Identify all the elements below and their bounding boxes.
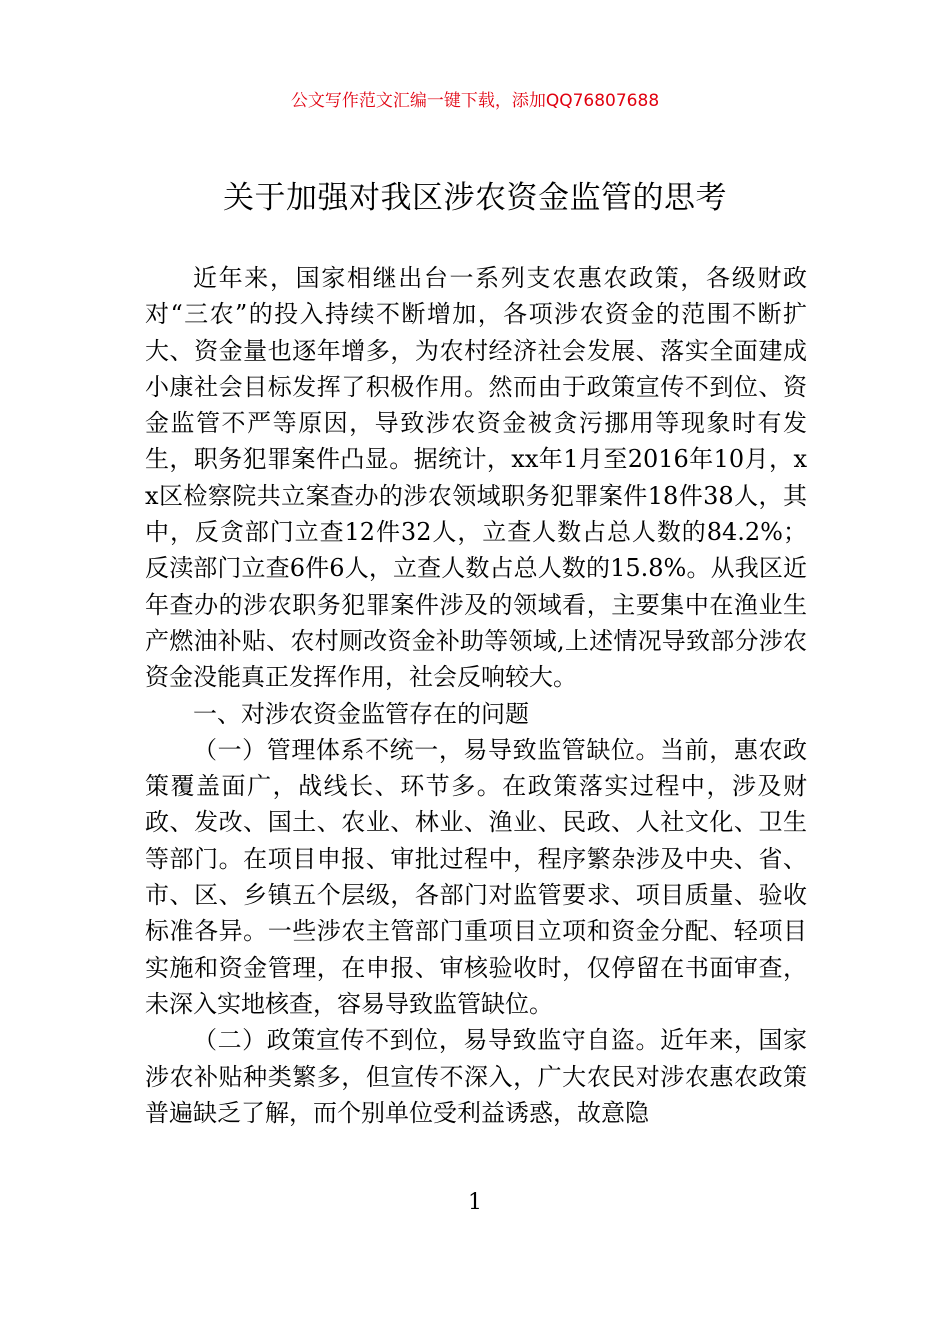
document-title: 关于加强对我区涉农资金监管的思考: [223, 180, 727, 216]
section-heading-1: 一、对涉农资金监管存在的问题: [193, 699, 529, 728]
page-number: 1: [468, 1190, 482, 1215]
document-body: [145, 260, 807, 1131]
point-1-paragraph: （一）管理体系不统一，易导致监管缺位。当前，惠农政策覆盖面广，战线长、环节多。在政策落实过程中，涉及财政、发改、国土、农业、林业、渔业、民政、人社文化、卫生等部门。在项目申报、审批过程中，程序繁杂涉及中央、省、市、区、乡镇五个层级，各部门对监管要求、项目质量、验收标准各异。一些涉农主管部门重项目立项和资金分配、轻项目实施和资金管理，在申报、审核验收时，仅停留在书面审查，未深入实地核查，容易导致监管缺位。: [145, 735, 807, 1018]
header-download-note: 公文写作范文汇编一键下载，添加QQ76807688: [290, 91, 660, 111]
intro-paragraph: 近年来，国家相继出台一系列支农惠农政策，各级财政对“三农”的投入持续不断增加，各项涉农资金的范围不断扩大、资金量也逐年增多，为农村经济社会发展、落实全面建成小康社会目标发挥了积极作用。然而由于政策宣传不到位、资金监管不严等原因，导致涉农资金被贪污挪用等现象时有发生，职务犯罪案件凸显。据统计，xx年1月至2016年10月，xx区检察院共立案查办的涉农领域职务犯罪案件18件38人，其中，反贪部门立查12件32人，立查人数占总人数的84.2%；反渎部门立查6件6人，立查人数占总人数的15.8%。从我区近年查办的涉农职务犯罪案件涉及的领域看，主要集中在渔业生产燃油补贴、农村厕改资金补助等领域,上述情况导致部分涉农资金没能真正发挥作用，社会反响较大。: [145, 264, 807, 692]
point-2-paragraph: （二）政策宣传不到位，易导致监守自盗。近年来，国家涉农补贴种类繁多，但宣传不深入，广大农民对涉农惠农政策普遍缺乏了解，而个别单位受利益诱惑，故意隐: [145, 1026, 807, 1127]
